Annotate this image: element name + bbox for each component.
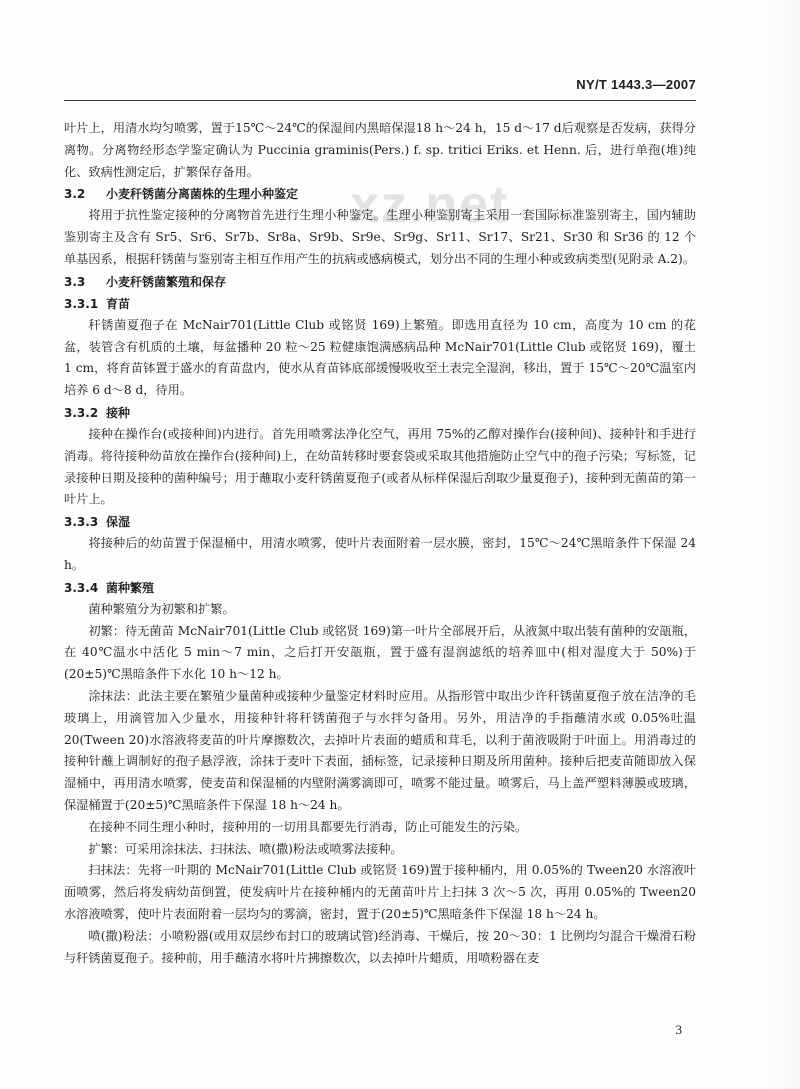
section-number: 3.3 bbox=[64, 274, 86, 289]
section-heading-3-3-4 bbox=[64, 577, 696, 599]
watermark: xz.net bbox=[350, 176, 510, 234]
paragraph-intro: 叶片上，用清水均匀喷雾，置于15℃～24℃的保湿间内黑暗保湿18 h～24 h，15 d～17 d后观察是否发病，获得分离物。分离物经形态学鉴定确认为 Puccinia graminis(Pers.) f. sp. tritici Eriks. et Henn. 后，进行单孢(堆)纯化、致病性测定后，扩繁保存备用。 bbox=[64, 121, 696, 179]
paragraph-3-3-4-a: 菌种繁殖分为初繁和扩繁。 bbox=[88, 601, 235, 616]
paragraph-3-3-4-e: 扩繁：可采用涂抹法、扫抹法、喷(撒)粉法或喷雾法接种。 bbox=[88, 841, 403, 856]
paragraph-3-3-4-c: 涂抹法：此法主要在繁殖少量菌种或接种少量鉴定材料时应用。从指形管中取出少许秆锈菌夏孢子放在洁净的毛玻璃上，用滴管加入少量水，用接种针将秆锈菌孢子与水拌匀备用。另外，用洁净的手指蘸清水或 0.05%吐温 20(Tween 20)水溶液将麦苗的叶片摩擦数次，去掉叶片表面的蜡质和茸毛，以利于菌液吸附于叶面上。用消毒过的接种针蘸上调制好的孢子悬浮液，涂抹于麦叶下表面，插标签，记录接种日期及所用菌种。接种后把麦苗随即放入保湿桶中，再用清水喷雾，使麦苗和保湿桶的内壁附满雾滴即可，喷雾不能过量。喷雾后，马上盖严塑料薄膜或玻璃，保湿桶置于(20±5)℃黑暗条件下保湿 18 h～24 h。 bbox=[64, 688, 696, 812]
section-title: 小麦秆锈菌繁殖和保存 bbox=[106, 274, 227, 289]
section-title: 接种 bbox=[106, 405, 131, 420]
section-title: 菌种繁殖 bbox=[106, 580, 155, 595]
document-body bbox=[64, 118, 696, 969]
section-title: 保湿 bbox=[106, 515, 131, 530]
section-title: 育苗 bbox=[106, 296, 131, 311]
scan-shadow bbox=[770, 0, 800, 1089]
section-number: 3.3.3 bbox=[64, 515, 99, 530]
paragraph-3-3-2: 接种在操作台(或接种间)内进行。首先用喷雾法净化空气，再用 75%的乙醇对操作台(接种间)、接种针和手进行消毒。将待接种幼苗放在操作台(接种间)上，在幼苗转移时要套袋或采取其他措施防止空气中的孢子污染；写标签，记录接种日期及接种的菌种编号；用于蘸取小麦秆锈菌夏孢子(或者从标样保湿后刮取少量夏孢子)，接种到无菌苗的第一叶片上。 bbox=[64, 426, 696, 507]
paragraph-3-2: 将用于抗性鉴定接种的分离物首先进行生理小种鉴定。生理小种鉴别寄主采用一套国际标准鉴别寄主，国内辅助鉴别寄主及含有 Sr5、Sr6、Sr7b、Sr8a、Sr9b、Sr9e、Sr9g、Sr11、Sr17、Sr21、Sr30 和 Sr36 的 12 个单基因系，根据秆锈菌与鉴别寄主相互作用产生的抗病或感病模式，划分出不同的生理小种或致病类型(见附录 A.2)。 bbox=[64, 208, 696, 266]
paragraph-3-3-4-b: 初繁：待无菌苗 McNair701(Little Club 或铭贤 169)第一叶片全部展开后，从液氮中取出装有菌种的安瓿瓶，在 40℃温水中活化 5 min～7 min，之后打开安瓿瓶，置于盛有湿润滤纸的培养皿中(相对湿度大于 50%)于(20±5)℃黑暗条件下水化 10 h～12 h。 bbox=[64, 623, 696, 682]
section-heading-3-3-1 bbox=[64, 293, 696, 315]
section-heading-3-2 bbox=[64, 183, 696, 205]
page-number: 3 bbox=[675, 1022, 682, 1037]
paragraph-3-3-4-g: 喷(撒)粉法：小喷粉器(或用双层纱布封口的玻璃试管)经消毒、干燥后，按 20～30：1 比例均匀混合干燥滑石粉与秆锈菌夏孢子。接种前，用手蘸清水将叶片拂擦数次，以去掉叶片蜡质，用喷粉器在麦 bbox=[64, 928, 696, 965]
section-heading-3-3-3 bbox=[64, 511, 696, 533]
section-heading-3-3-2 bbox=[64, 402, 696, 424]
section-heading-3-3 bbox=[64, 271, 696, 293]
section-number: 3.3.4 bbox=[64, 580, 99, 595]
paragraph-3-3-4-d: 在接种不同生理小种时，接种用的一切用具都要先行消毒，防止可能发生的污染。 bbox=[88, 819, 528, 834]
section-number: 3.3.1 bbox=[64, 296, 99, 311]
section-number: 3.2 bbox=[64, 187, 86, 202]
header-rule bbox=[64, 100, 696, 101]
section-title: 小麦秆锈菌分离菌株的生理小种鉴定 bbox=[106, 187, 299, 202]
paragraph-3-3-4-f: 扫抹法：先将一叶期的 McNair701(Little Club 或铭贤 169)置于接种桶内，用 0.05%的 Tween20 水溶液叶面喷雾，然后将发病幼苗倒置，使发病叶片在接种桶内的无菌苗叶片上扫抹 3 次～5 次，再用 0.05%的 Tween20 水溶液喷雾，使叶片表面附着一层均匀的雾滴，密封，置于(20±5)℃黑暗条件下保湿 18 h～24 h。 bbox=[64, 863, 696, 921]
standard-number: NY/T 1443.3—2007 bbox=[576, 77, 696, 92]
section-number: 3.3.2 bbox=[64, 405, 99, 420]
paragraph-3-3-3: 将接种后的幼苗置于保湿桶中，用清水喷雾，使叶片表面附着一层水膜，密封，15℃～24℃黑暗条件下保湿 24 h。 bbox=[64, 536, 696, 572]
paragraph-3-3-1: 秆锈菌夏孢子在 McNair701(Little Club 或铭贤 169)上繁殖。即选用直径为 10 cm，高度为 10 cm 的花盆，装管含有机质的土壤，每盆播种 20 粒～25 粒健康饱满感病品种 McNair701(Little Club 或铭贤 169)，覆土 1 cm，将育苗钵置于盛水的育苗盘内，使水从育苗钵底部缓慢吸收至土表完全湿润，移出，置于 15℃～20℃温室内培养 6 d～8 d，待用。 bbox=[64, 317, 696, 398]
